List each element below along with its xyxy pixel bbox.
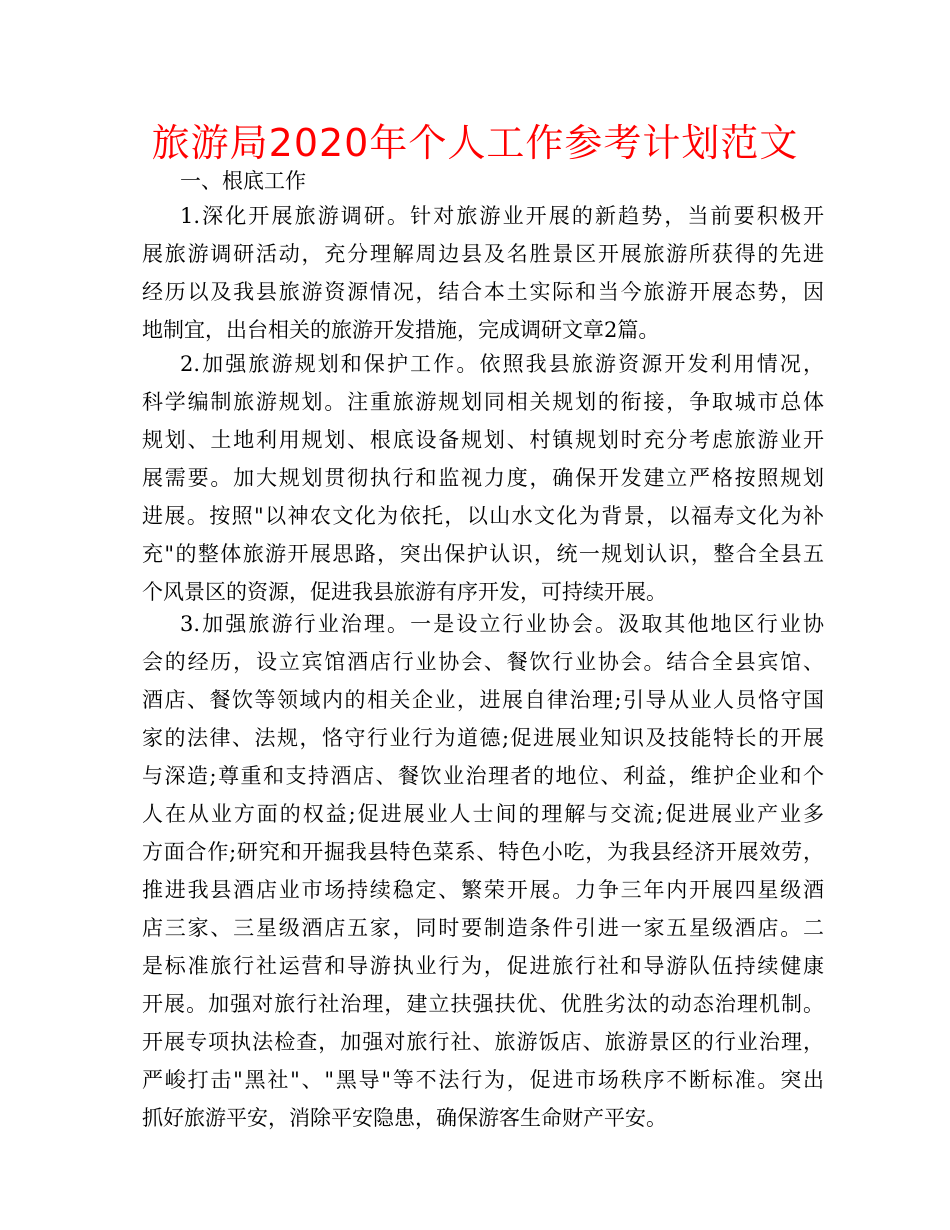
- paragraph-line: 规划、土地利用规划、根底设备规划、村镇规划时充分考虑旅游业开: [142, 428, 824, 452]
- paragraph-line: 进展。按照"以神农文化为依托，以山水文化为背景，以福寿文化为补: [142, 504, 824, 528]
- paragraph-line: 开展专项执法检查，加强对旅行社、旅游饭店、旅游景区的行业治理，: [142, 1030, 824, 1054]
- paragraph-2: [142, 345, 824, 611]
- paragraph-line: 充"的整体旅游开展思路，突出保护认识，统一规划认识，整合全县五: [142, 542, 824, 566]
- paragraph-line: 个风景区的资源，促进我县旅游有序开发，可持续开展。: [142, 580, 667, 604]
- paragraph-line: 开展。加强对旅行社治理，建立扶强扶优、优胜劣汰的动态治理机制。: [142, 992, 824, 1016]
- paragraph-line: 抓好旅游平安，消除平安隐患，确保游客生命财产平安。: [142, 1106, 667, 1130]
- paragraph-line: 2.加强旅游规划和保护工作。依照我县旅游资源开发利用情况，: [180, 352, 824, 376]
- paragraph-3: [142, 605, 824, 1137]
- paragraph-line: 推进我县酒店业市场持续稳定、繁荣开展。力争三年内开展四星级酒: [142, 878, 824, 902]
- paragraph-line: 3.加强旅游行业治理。一是设立行业协会。汲取其他地区行业协: [180, 612, 824, 636]
- paragraph-line: 店三家、三星级酒店五家，同时要制造条件引进一家五星级酒店。二: [142, 916, 824, 940]
- paragraph-line: 会的经历，设立宾馆酒店行业协会、餐饮行业协会。结合全县宾馆、: [142, 650, 824, 674]
- paragraph-line: 展旅游调研活动，充分理解周边县及名胜景区开展旅游所获得的先进: [142, 242, 824, 266]
- paragraph-line: 是标准旅行社运营和导游执业行为，促进旅行社和导游队伍持续健康: [142, 954, 824, 978]
- document-title: 旅游局2020年个人工作参考计划范文: [151, 121, 799, 165]
- paragraph-line: 展需要。加大规划贯彻执行和监视力度，确保开发建立严格按照规划: [142, 466, 824, 490]
- paragraph-line: 酒店、餐饮等领域内的相关企业，进展自律治理;引导从业人员恪守国: [142, 688, 824, 712]
- paragraph-line: 与深造;尊重和支持酒店、餐饮业治理者的地位、利益，维护企业和个: [142, 764, 824, 788]
- paragraph-1: [142, 197, 824, 349]
- paragraph-line: 经历以及我县旅游资源情况，结合本土实际和当今旅游开展态势，因: [142, 280, 824, 304]
- paragraph-line: 严峻打击"黑社"、"黑导"等不法行为，促进市场秩序不断标准。突出: [142, 1068, 824, 1092]
- section-heading: 一、根底工作: [180, 169, 306, 193]
- paragraph-line: 方面合作;研究和开掘我县特色菜系、特色小吃，为我县经济开展效劳，: [142, 840, 824, 864]
- paragraph-line: 家的法律、法规，恪守行业行为道德;促进展业知识及技能特长的开展: [142, 726, 824, 750]
- paragraph-line: 地制宜，出台相关的旅游开发措施，完成调研文章2篇。: [142, 318, 660, 342]
- paragraph-line: 科学编制旅游规划。注重旅游规划同相关规划的衔接，争取城市总体: [142, 390, 824, 414]
- paragraph-line: 1.深化开展旅游调研。针对旅游业开展的新趋势，当前要积极开: [180, 204, 824, 228]
- paragraph-line: 人在从业方面的权益;促进展业人士间的理解与交流;促进展业产业多: [142, 802, 824, 826]
